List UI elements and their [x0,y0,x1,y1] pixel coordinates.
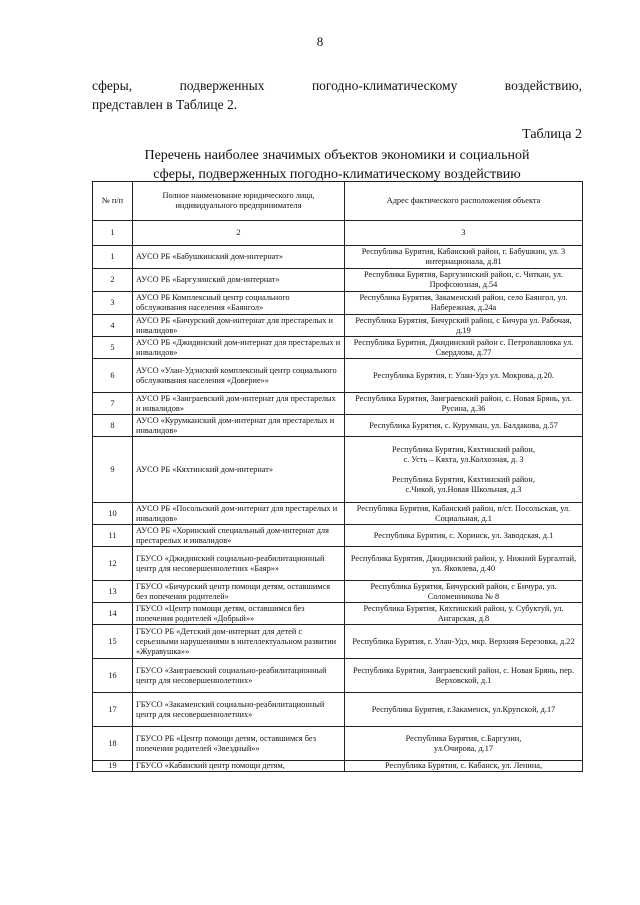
table-row [93,693,583,727]
organization-name: АУСО РБ «Заиграевский дом-интернат для престарелых и инвалидов» [133,393,345,415]
column-number: 2 [133,221,345,246]
table-row [93,269,583,292]
organization-name: АУСО «Улан-Удэнский комплексный центр социального обслуживания населения «Доверие»» [133,359,345,393]
table-row [93,393,583,415]
organization-name: АУСО «Курумканский дом-интернат для престарелых и инвалидов» [133,415,345,437]
address-line: ул.Очирова, д.17 [433,743,494,753]
row-number: 14 [93,603,133,625]
address-line: Республика Бурятия, с.Баргузин, [405,733,522,743]
address-line: Республика Бурятия, с. Курумкан, ул. Балдакова, д.57 [369,420,558,430]
organization-name: ГБУСО «Бичурский центр помощи детям, оставшимся без попечения родителей» [133,581,345,603]
address-line: Республика Бурятия, Бичурский район, с Бичура, ул. Соломенникова № 8 [370,581,557,601]
table-caption: Таблица 2 [522,127,582,142]
object-address [345,581,583,603]
row-number: 19 [93,761,133,772]
organization-name: ГБУСО «Кабанский центр помощи детям, [133,761,345,772]
table-row [93,359,583,393]
row-number: 1 [93,246,133,269]
object-address [345,437,583,503]
object-address [345,337,583,359]
organization-name: АУСО РБ «Джидинский дом-интернат для престарелых и инвалидов» [133,337,345,359]
organization-name: ГБУСО РБ «Центр помощи детям, оставшимся без попечения родителей «Звездный»» [133,727,345,761]
address-line: с. Усть – Кяхта, ул.Колхозная, д. 3 [403,454,524,464]
table-row [93,503,583,525]
intro-word: сферы, [92,78,133,93]
address-line: Республика Бурятия, Кяхтинский район, [392,444,535,454]
organization-name: ГБУСО РБ «Детский дом-интернат для детей с серьезными нарушениями в интеллектуальном развитии «Журавушка»» [133,625,345,659]
object-address [345,415,583,437]
object-address [345,547,583,581]
intro-word: воздействию, [504,78,582,93]
table-row [93,525,583,547]
table-row [93,292,583,315]
row-number: 18 [93,727,133,761]
organization-name: АУСО РБ «Баргузинский дом-интернат» [133,269,345,292]
table-row [93,727,583,761]
row-number: 12 [93,547,133,581]
intro-word: погодно-климатическому [311,78,458,93]
header-address: Адрес фактического расположения объекта [345,182,583,221]
column-numbers-row [93,221,583,246]
intro-paragraph [92,76,582,114]
page-number: 8 [316,34,324,49]
organization-name: АУСО РБ «Бабушкинский дом-интернат» [133,246,345,269]
address-line [348,465,579,475]
table-row [93,415,583,437]
row-number: 13 [93,581,133,603]
table-row [93,581,583,603]
object-address [345,693,583,727]
organization-name: АУСО РБ «Кяхтинский дом-интернат» [133,437,345,503]
organization-name: АУСО РБ «Хоринский специальный дом-интернат для престарелых и инвалидов» [133,525,345,547]
row-number: 8 [93,415,133,437]
table-row [93,625,583,659]
table-row [93,547,583,581]
object-address [345,503,583,525]
table-header-row [93,182,583,221]
address-line: Республика Бурятия, Джидинский район, у. Нижний Бургалтай, ул. Яковлева, д.40 [350,553,577,573]
object-address [345,761,583,772]
address-line: Республика Бурятия, Заиграевский район, с. Новая Брянь, ул. Русина, д.36 [355,393,572,413]
address-line: Республика Бурятия, Кабанский район, г. Бабушкин, ул. 3 интернационала, д.81 [361,247,566,266]
table-title-line-1: Перечень наиболее значимых объектов экономики и социальной [144,148,530,163]
table-row [93,246,583,269]
object-address [345,315,583,337]
address-line: Республика Бурятия, г. Улан-Удэ, мкр. Верхняя Березовка, д.22 [352,636,575,646]
organization-name: ГБУСО «Центр помощи детям, оставшимся без попечения родителей «Добрый»» [133,603,345,625]
organization-name: АУСО РБ «Посольский дом-интернат для престарелых и инвалидов» [133,503,345,525]
table-title [92,146,582,184]
object-address [345,269,583,292]
table-title-line-2: сферы, подверженных погодно-климатическому воздействию [153,167,521,182]
object-address [345,246,583,269]
address-line: Республика Бурятия, Кяхтинский район, [392,474,535,484]
intro-line-2: представлен в Таблице 2. [92,97,238,112]
table-row [93,659,583,693]
row-number: 17 [93,693,133,727]
organization-name: АУСО РБ Комплексный центр социального обслуживания населения «Баянгол» [133,292,345,315]
object-address [345,659,583,693]
address-line: Республика Бурятия, Кабанский район, п/ст. Посольская, ул. Социальная, д.1 [356,503,571,523]
table-row [93,761,583,772]
address-line: Республика Бурятия, Кяхтинский район, у. Субуктуй, ул. Ангарская, д.8 [363,603,564,623]
column-number: 3 [345,221,583,246]
object-address [345,727,583,761]
intro-word: подверженных [179,78,265,93]
address-line: с.Чикой, ул.Новая Школьная, д.3 [405,484,522,494]
row-number: 6 [93,359,133,393]
row-number: 5 [93,337,133,359]
row-number: 16 [93,659,133,693]
row-number: 7 [93,393,133,415]
object-address [345,603,583,625]
object-address [345,393,583,415]
object-address [345,525,583,547]
row-number: 2 [93,269,133,292]
address-line: Республика Бурятия, Баргузинский район, с. Читкан, ул. Профсоюзная, д.54 [364,270,563,289]
row-number: 11 [93,525,133,547]
column-number: 1 [93,221,133,246]
organization-name: ГБУСО «Закаменский социально-реабилитационный центр для несовершеннолетних» [133,693,345,727]
organization-name: ГБУСО «Заиграевский социально-реабилитационный центр для несовершеннолетних» [133,659,345,693]
address-line: Республика Бурятия, Закаменский район, село Баянгол, ул. Набережная, д.24а [359,293,568,312]
row-number: 4 [93,315,133,337]
object-address [345,625,583,659]
row-number: 3 [93,292,133,315]
table-row [93,315,583,337]
address-line: Республика Бурятия, с. Кабанск, ул. Ленина, [384,761,543,770]
address-line: Республика Бурятия, г.Закаменск, ул.Крупской, д.17 [371,704,556,714]
table-row [93,437,583,503]
organization-name: ГБУСО «Джидинский социально-реабилитационный центр для несовершеннолетних «Баяр»» [133,547,345,581]
table-row [93,603,583,625]
header-number: № п/п [93,182,133,221]
row-number: 9 [93,437,133,503]
row-number: 10 [93,503,133,525]
address-line: Республика Бурятия, г. Улан-Удэ ул. Мокрова, д.20. [373,370,554,380]
intro-line-1 [92,76,582,95]
table-row [93,337,583,359]
header-name: Полное наименование юридического лица, индивидуального предпринимателя [133,182,345,221]
object-address [345,292,583,315]
address-line: Республика Бурятия, с. Хоринск, ул. Заводская, д.1 [373,530,554,540]
objects-table [92,181,583,772]
row-number: 15 [93,625,133,659]
address-line: Республика Бурятия, Бичурский район, с Бичура ул. Рабочая, д.19 [355,315,572,335]
organization-name: АУСО РБ «Бичурский дом-интернат для престарелых и инвалидов» [133,315,345,337]
object-address [345,359,583,393]
address-line: Республика Бурятия, Джидинский район с. Петропавловка ул. Свердлова, д.77 [353,337,574,357]
address-line: Республика Бурятия, Заиграевский район, с. Новая Брянь, пер. Верховской, д.1 [352,665,575,685]
